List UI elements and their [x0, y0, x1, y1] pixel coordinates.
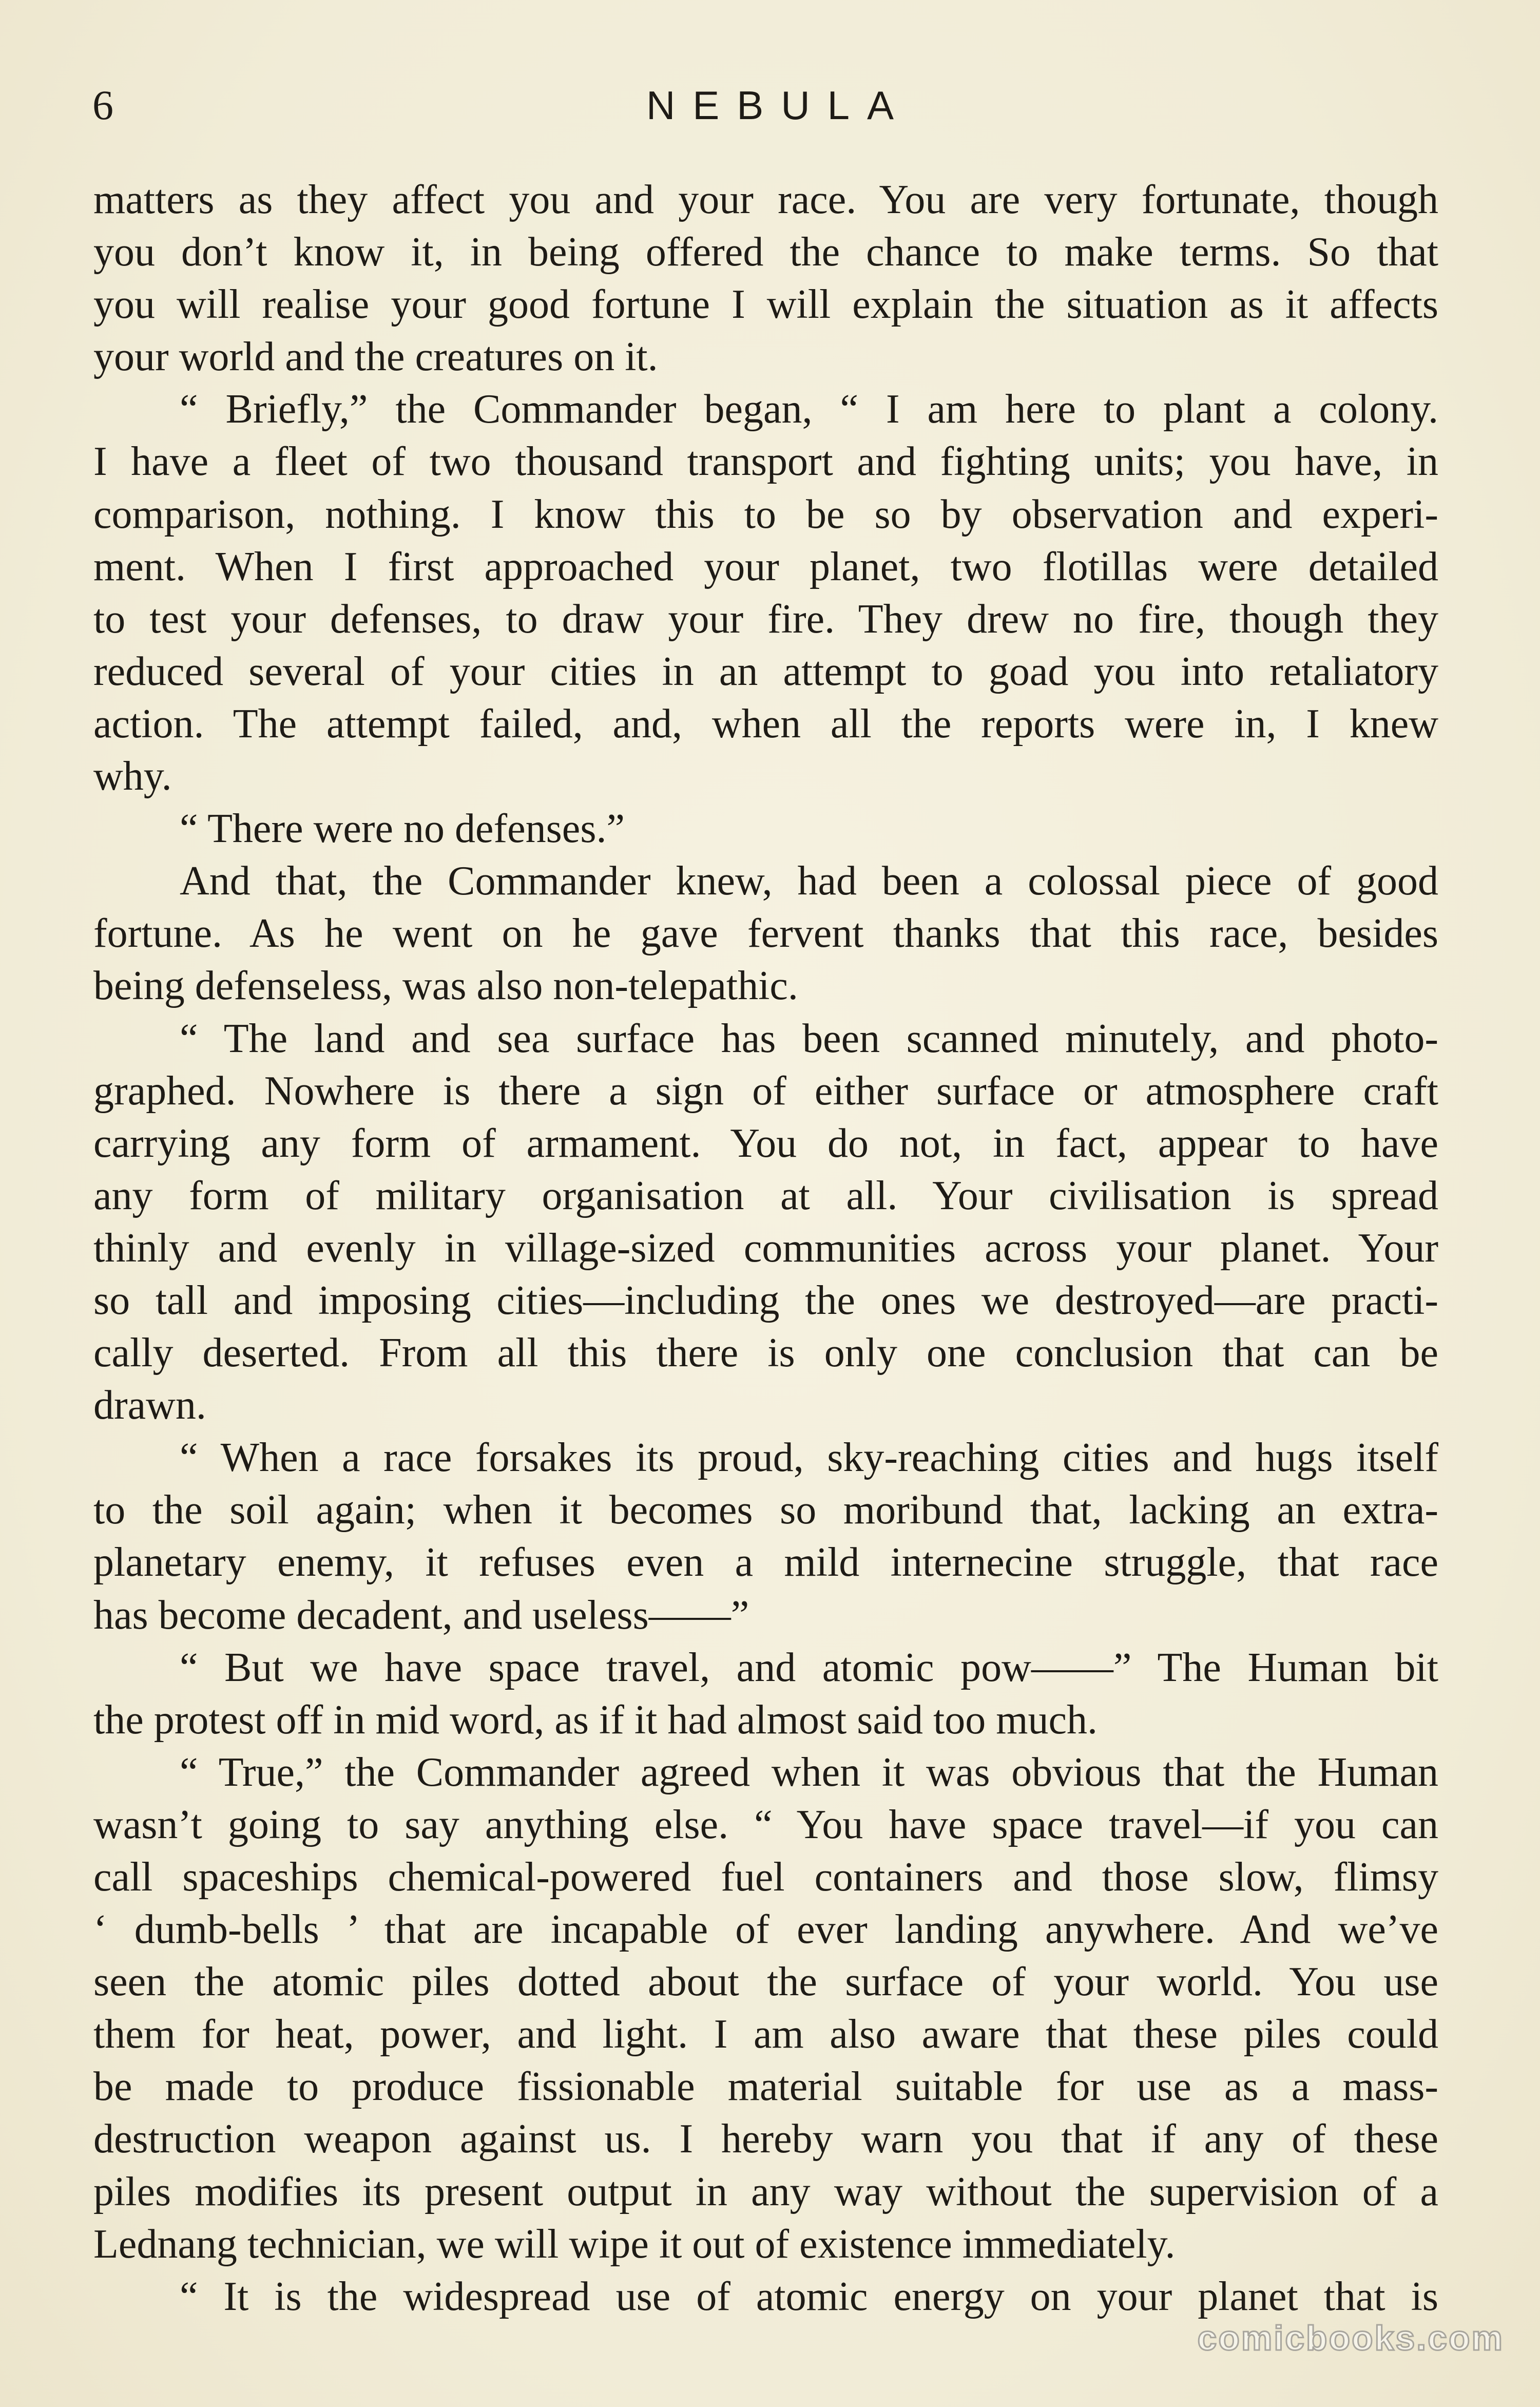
text-line: “ Briefly,” the Commander began, “ I am here to plant a colony. [180, 387, 1438, 432]
text-line: be made to produce fissionable material suitable for use as a mass- [93, 2064, 1438, 2110]
text-line: destruction weapon against us. I hereby warn you that if any of these [93, 2116, 1438, 2162]
text-line: I have a fleet of two thousand transport and fighting units; you have, in [93, 439, 1438, 485]
text-line: reduced several of your cities in an attempt to goad you into retaliatory [93, 648, 1438, 694]
text-line: piles modifies its present output in any way without the supervision of a [93, 2169, 1438, 2214]
text-line: the protest off in mid word, as if it had almost said too much. [93, 1697, 1098, 1743]
text-line: thinly and evenly in village-sized communities across your planet. Your [93, 1225, 1438, 1271]
text-line: carrying any form of armament. You do not, in fact, appear to have [93, 1120, 1438, 1166]
text-line: “ There were no defenses.” [180, 806, 625, 852]
text-line: “ When a race forsakes its proud, sky-reaching cities and hugs itself [180, 1435, 1438, 1481]
body-text [93, 174, 1438, 2323]
text-line: matters as they affect you and your race. You are very fortunate, though [93, 177, 1438, 222]
text-line: you will realise your good fortune I will explain the situation as it affects [93, 282, 1438, 328]
text-line: to the soil again; when it becomes so moribund that, lacking an extra- [93, 1487, 1438, 1533]
text-line: action. The attempt failed, and, when all the reports were in, I knew [93, 701, 1438, 747]
journal-title: NEBULA [646, 83, 912, 128]
text-line: any form of military organisation at all. Your civilisation is spread [93, 1173, 1438, 1218]
text-line: comparison, nothing. I know this to be so by observation and experi- [93, 491, 1438, 537]
text-line: being defenseless, was also non-telepathic. [93, 963, 798, 1009]
text-line: ‘ dumb-bells ’ that are incapable of ever landing anywhere. And we’ve [93, 1907, 1438, 1953]
text-line: them for heat, power, and light. I am also aware that these piles could [93, 2012, 1438, 2057]
text-line: drawn. [93, 1383, 206, 1428]
watermark: comicbooks.com [1197, 2319, 1504, 2358]
text-line: Lednang technician, we will wipe it out of existence immediately. [93, 2221, 1176, 2267]
text-line: planetary enemy, it refuses even a mild internecine struggle, that race [93, 1540, 1438, 1585]
text-line: “ It is the widespread use of atomic energy on your planet that is [180, 2274, 1438, 2319]
page-number: 6 [92, 82, 113, 128]
text-line: you don’t know it, in being offered the chance to make terms. So that [93, 230, 1438, 275]
text-line: so tall and imposing cities—including the ones we destroyed—are practi- [93, 1277, 1438, 1323]
text-line: why. [93, 754, 172, 799]
running-head [92, 77, 1448, 133]
text-line: And that, the Commander knew, had been a colossal piece of good [180, 858, 1438, 904]
text-line: “ True,” the Commander agreed when it was obvious that the Human [180, 1749, 1438, 1795]
text-line: “ But we have space travel, and atomic pow——” The Human bit [180, 1645, 1438, 1690]
text-line: ment. When I first approached your planet, two flotillas were detailed [93, 544, 1438, 589]
text-line: “ The land and sea surface has been scanned minutely, and photo- [180, 1016, 1438, 1061]
text-line: call spaceships chemical-powered fuel containers and those slow, flimsy [93, 1855, 1438, 1900]
text-line: your world and the creatures on it. [93, 334, 658, 380]
text-line: fortune. As he went on he gave fervent thanks that this race, besides [93, 911, 1438, 957]
text-line: to test your defenses, to draw your fire. They drew no fire, though they [93, 596, 1438, 642]
text-line: seen the atomic piles dotted about the surface of your world. You use [93, 1959, 1438, 2005]
text-line: has become decadent, and useless——” [93, 1592, 749, 1638]
text-line: wasn’t going to say anything else. “ You have space travel—if you can [93, 1802, 1438, 1847]
text-line: cally deserted. From all this there is only one conclusion that can be [93, 1330, 1438, 1376]
text-line: graphed. Nowhere is there a sign of either surface or atmosphere craft [93, 1068, 1438, 1114]
